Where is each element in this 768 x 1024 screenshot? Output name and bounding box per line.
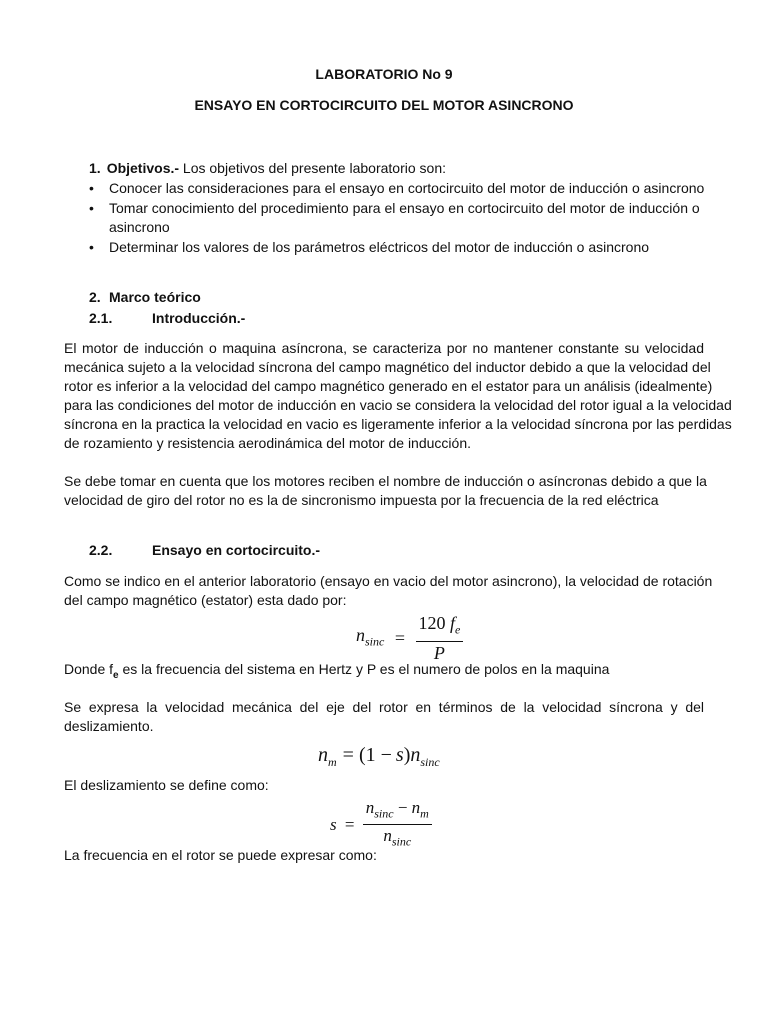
eq3-num-b-sub: m <box>420 806 429 821</box>
eq3-lhs: s <box>330 814 337 834</box>
objective-bullet-3: Determinar los valores de los parámetros eléctricos del motor de inducción o asincrono <box>109 239 650 255</box>
eq3-equals: = <box>344 814 355 834</box>
eq1-den: P <box>433 642 445 663</box>
objective-bullet-2-cont: asincrono <box>109 219 170 235</box>
eq3-num-b: n <box>411 798 421 817</box>
section-2-1-heading: Introducción.- <box>152 310 246 326</box>
eq3-num-a: n <box>365 798 375 817</box>
motor-name-paragraph-line-1: Se debe tomar en cuenta que los motores reciben el nombre de inducción o asíncronas debido a que la <box>64 473 707 489</box>
bullet-bullet-icon-2: • <box>89 200 94 216</box>
equation-mechanical-speed <box>318 742 440 775</box>
section-2-number: 2. <box>89 289 101 305</box>
eq3-num-a-sub: sinc <box>374 806 394 821</box>
motor-name-paragraph-line-2: velocidad de giro del rotor no es la de sincronismo impuesta por la frecuencia de la red eléctrica <box>64 492 659 508</box>
eq1-num-coef: 120 <box>418 613 450 633</box>
eq2-mid: = (1 − <box>342 744 392 766</box>
bullet-bullet-icon-1: • <box>89 180 94 196</box>
section-1-heading-line <box>89 159 446 178</box>
section-1-heading: Objetivos.- <box>106 160 180 176</box>
mechanical-speed-paragraph-line-2: deslizamiento. <box>64 718 154 734</box>
objective-bullet-1: Conocer las consideraciones para el ensayo en cortocircuito del motor de inducción o asincrono <box>109 180 705 196</box>
section-2-2-heading: Ensayo en cortocircuito.- <box>152 542 321 558</box>
slip-definition-text: El deslizamiento se define como: <box>64 777 269 793</box>
eq1-equals: = <box>394 627 405 648</box>
short-circuit-paragraph-line-2: del campo magnético (estator) esta dado por: <box>64 592 347 608</box>
section-2-2-number: 2.2. <box>89 542 113 558</box>
section-2-1-number: 2.1. <box>89 310 113 326</box>
rotor-frequency-text: La frecuencia en el rotor se puede expresar como: <box>64 847 377 863</box>
eq3-den: n <box>383 826 392 846</box>
eq2-n: n <box>410 744 421 766</box>
objective-bullet-2: Tomar conocimiento del procedimiento para el ensayo en cortocircuito del motor de inducción o <box>109 200 700 216</box>
donde-line <box>64 660 609 685</box>
eq1-lhs: n <box>356 624 365 645</box>
section-2-heading: Marco teórico <box>109 289 201 305</box>
intro-paragraph-line-3: rotor es inferior a la velocidad del campo magnético generado en el estator para un análisis (idealmente) <box>64 378 713 394</box>
mechanical-speed-paragraph-line-1: Se expresa la velocidad mecánica del eje del rotor en términos de la velocidad síncrona y del <box>64 699 704 715</box>
eq3-minus: − <box>393 798 412 817</box>
equation-slip <box>330 798 432 852</box>
intro-paragraph-line-6: de rozamiento y resistencia aerodinámica del motor de inducción. <box>64 435 471 451</box>
eq2-lhs: n <box>318 744 328 766</box>
section-1-number: 1. <box>89 160 101 176</box>
eq2-close: ) <box>403 744 411 766</box>
eq2-n-sub: sinc <box>420 755 440 769</box>
section-1-intro: Los objetivos del presente laboratorio son: <box>179 160 446 176</box>
short-circuit-paragraph-line-1: Como se indico en el anterior laboratorio (ensayo en vacio del motor asincrono), la velocidad de rotación <box>64 573 713 589</box>
bullet-bullet-icon-3: • <box>89 239 94 255</box>
donde-pre: Donde f <box>64 661 114 677</box>
eq1-lhs-sub: sinc <box>365 634 385 649</box>
donde-sub: e <box>113 669 119 681</box>
intro-paragraph-line-1: El motor de inducción o maquina asíncrona, se caracteriza por no mantener constante su velocidad <box>64 340 704 356</box>
document-subtitle: ENSAYO EN CORTOCIRCUITO DEL MOTOR ASINCRONO <box>194 97 574 113</box>
document-title: LABORATORIO No 9 <box>315 66 453 82</box>
donde-post: es la frecuencia del sistema en Hertz y P es el numero de polos en la maquina <box>118 661 610 677</box>
eq3-den-sub: sinc <box>391 834 412 849</box>
eq2-s: s <box>395 744 404 766</box>
eq1-num-var: f <box>450 613 456 633</box>
intro-paragraph-line-4: para las condiciones del motor de inducción en vacio se considera la velocidad del rotor igual a la velocidad <box>64 397 732 413</box>
intro-paragraph-line-5: síncrona en la practica la velocidad en vacio es ligeramente inferior a la velocidad síncrona por las perdidas <box>64 416 732 432</box>
eq2-lhs-sub: m <box>328 755 337 769</box>
eq1-num-sub: e <box>455 622 461 637</box>
equation-synchronous-speed <box>356 613 463 663</box>
intro-paragraph-line-2: mecánica sujeto a la velocidad síncrona del campo magnético del inductor debido a que la velocidad del <box>64 359 711 375</box>
